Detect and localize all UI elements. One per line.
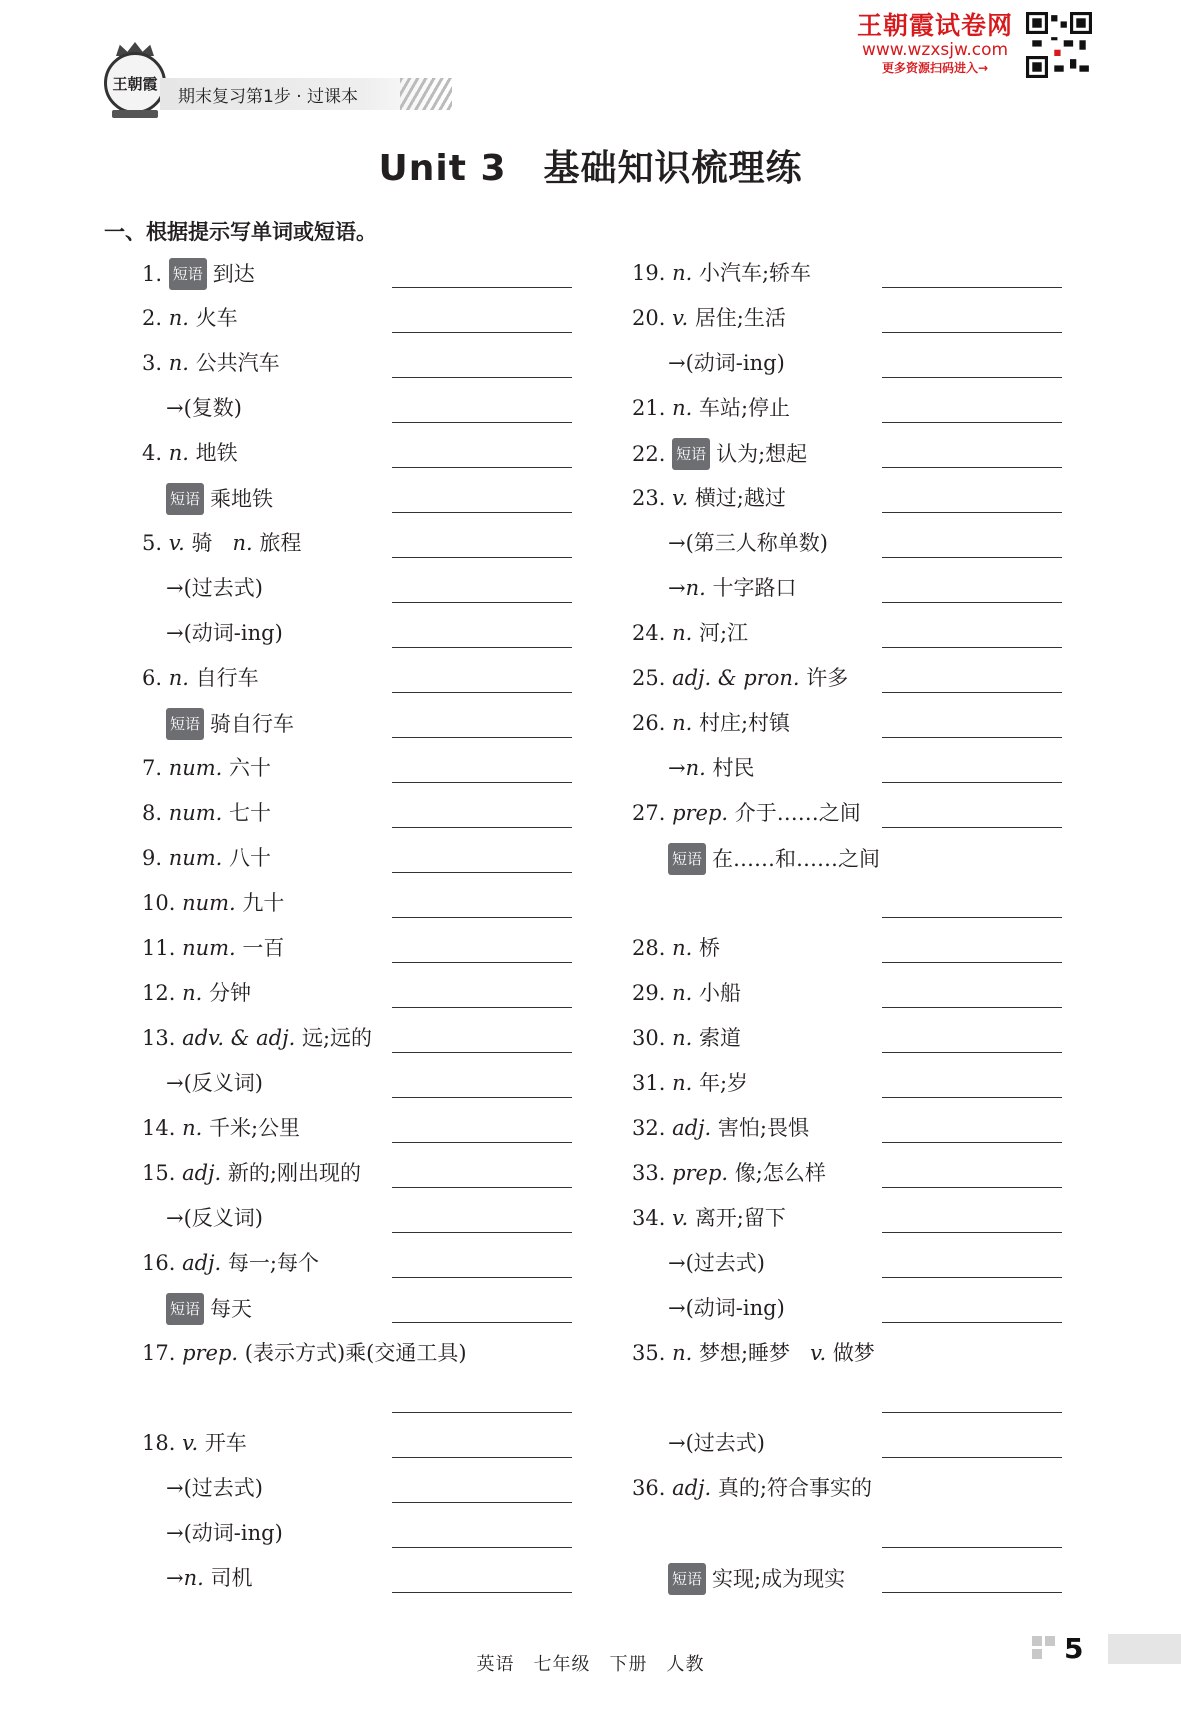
item-text: 村庄;村镇 bbox=[698, 711, 791, 735]
item-text: 乘地铁 bbox=[210, 487, 274, 511]
item-number: 7. bbox=[142, 756, 169, 780]
item-number: 24. bbox=[632, 621, 673, 645]
item-number: 8. bbox=[142, 801, 169, 825]
item-number: 6. bbox=[142, 666, 169, 690]
part-of-speech: n. bbox=[685, 756, 713, 780]
answer-blank[interactable] bbox=[392, 647, 572, 648]
item-text: 九十 bbox=[242, 891, 285, 915]
answer-blank[interactable] bbox=[392, 962, 572, 963]
page-header bbox=[0, 0, 1181, 130]
answer-blank[interactable] bbox=[392, 467, 572, 468]
answer-blank[interactable] bbox=[882, 422, 1062, 423]
part-of-speech: adj. bbox=[182, 1161, 228, 1185]
item-text: →(动词-ing) bbox=[668, 1296, 785, 1320]
item-number: 14. bbox=[142, 1116, 183, 1140]
item-text: 地铁 bbox=[195, 441, 238, 465]
part-of-speech: num. bbox=[168, 801, 230, 825]
item-text: 到达 bbox=[212, 262, 255, 286]
list-item bbox=[166, 1563, 253, 1593]
item-text: →(反义词) bbox=[166, 1071, 263, 1095]
list-item bbox=[142, 1338, 467, 1368]
list-item bbox=[632, 303, 786, 333]
part-of-speech: n. bbox=[168, 351, 196, 375]
item-text: 火车 bbox=[195, 306, 238, 330]
part-of-speech: v. bbox=[168, 531, 192, 555]
list-item bbox=[632, 1338, 875, 1368]
item-text: 旅程 bbox=[259, 531, 302, 555]
part-of-speech: n. bbox=[672, 1026, 699, 1050]
item-number: 35. bbox=[632, 1341, 673, 1365]
part-of-speech: n. bbox=[672, 261, 699, 285]
part-of-speech: num. bbox=[182, 936, 243, 960]
answer-blank[interactable] bbox=[392, 737, 572, 738]
answer-blank[interactable] bbox=[392, 1277, 572, 1278]
list-item bbox=[668, 573, 797, 603]
item-text: 河;江 bbox=[698, 621, 749, 645]
item-number: 12. bbox=[142, 981, 183, 1005]
item-text: 每一;每个 bbox=[227, 1251, 319, 1275]
list-item bbox=[668, 348, 785, 378]
part-of-speech: n. bbox=[685, 576, 713, 600]
answer-blank[interactable] bbox=[392, 872, 572, 873]
answer-blank[interactable] bbox=[882, 737, 1062, 738]
item-text: 村民 bbox=[712, 756, 755, 780]
answer-blank[interactable] bbox=[882, 512, 1062, 513]
list-item bbox=[142, 798, 271, 828]
list-item bbox=[142, 753, 271, 783]
answer-blank[interactable] bbox=[392, 1412, 572, 1413]
phrase-tag: 短语 bbox=[169, 258, 207, 290]
item-text: 离开;留下 bbox=[694, 1206, 786, 1230]
item-number: 36. bbox=[632, 1476, 673, 1500]
answer-blank[interactable] bbox=[882, 1547, 1062, 1548]
item-number: 26. bbox=[632, 711, 673, 735]
part-of-speech: adj. & pron. bbox=[672, 666, 807, 690]
item-number: 17. bbox=[142, 1341, 183, 1365]
item-text: 一百 bbox=[242, 936, 285, 960]
brand-url[interactable]: www.wzxsjw.com bbox=[861, 40, 1009, 60]
list-item bbox=[668, 1293, 785, 1323]
answer-blank[interactable] bbox=[882, 1052, 1062, 1053]
item-number: 11. bbox=[142, 936, 183, 960]
answer-blank[interactable] bbox=[882, 1277, 1062, 1278]
item-text: (表示方式)乘(交通工具) bbox=[244, 1341, 467, 1365]
answer-blank[interactable] bbox=[882, 332, 1062, 333]
brand-block bbox=[846, 12, 1024, 76]
page-number: 5 bbox=[1064, 1632, 1084, 1665]
part-of-speech: n. bbox=[232, 531, 260, 555]
item-text: 新的;刚出现的 bbox=[227, 1161, 361, 1185]
item-text: 骑自行车 bbox=[210, 712, 295, 736]
item-text: 开车 bbox=[204, 1431, 247, 1455]
item-number: 15. bbox=[142, 1161, 183, 1185]
item-text: 索道 bbox=[698, 1026, 741, 1050]
item-text: 横过;越过 bbox=[694, 486, 786, 510]
list-item bbox=[632, 483, 786, 513]
list-item bbox=[142, 1248, 319, 1278]
list-item bbox=[142, 978, 251, 1008]
list-item bbox=[142, 438, 238, 468]
phrase-tag: 短语 bbox=[668, 843, 706, 875]
list-item bbox=[668, 753, 755, 783]
item-text: 每天 bbox=[210, 1297, 253, 1321]
part-of-speech: n. bbox=[672, 711, 699, 735]
list-item bbox=[166, 393, 242, 423]
answer-blank[interactable] bbox=[392, 512, 572, 513]
item-number: 20. bbox=[632, 306, 673, 330]
answer-blank[interactable] bbox=[882, 917, 1062, 918]
list-item bbox=[668, 1563, 845, 1595]
list-item bbox=[142, 888, 284, 918]
part-of-speech: v. bbox=[810, 1341, 833, 1365]
qr-code-icon[interactable] bbox=[1026, 12, 1092, 78]
answer-blank[interactable] bbox=[392, 377, 572, 378]
item-number: 13. bbox=[142, 1026, 183, 1050]
part-of-speech: n. bbox=[672, 621, 699, 645]
phrase-tag: 短语 bbox=[166, 1293, 204, 1325]
answer-blank[interactable] bbox=[392, 422, 572, 423]
list-item bbox=[632, 393, 790, 423]
item-text: 骑 bbox=[191, 531, 213, 555]
brand-logo: 王朝霞 bbox=[104, 52, 166, 114]
answer-blank[interactable] bbox=[882, 1412, 1062, 1413]
item-text: 在……和……之间 bbox=[712, 847, 881, 871]
item-text: 许多 bbox=[806, 666, 849, 690]
item-text: 公共汽车 bbox=[195, 351, 280, 375]
item-number: 5. bbox=[142, 531, 169, 555]
list-item bbox=[166, 1518, 283, 1548]
item-text: → bbox=[668, 756, 686, 780]
part-of-speech: n. bbox=[168, 306, 196, 330]
answer-blank[interactable] bbox=[882, 1232, 1062, 1233]
answer-blank[interactable] bbox=[392, 1187, 572, 1188]
brand-name: 王朝霞试卷网 bbox=[856, 11, 1013, 40]
item-number: 25. bbox=[632, 666, 673, 690]
item-text: →(过去式) bbox=[668, 1251, 765, 1275]
item-number: 34. bbox=[632, 1206, 673, 1230]
answer-blank[interactable] bbox=[392, 1502, 572, 1503]
item-number: 27. bbox=[632, 801, 673, 825]
list-item bbox=[166, 483, 273, 515]
brand-tagline: 更多资源扫码进入→ bbox=[881, 61, 989, 75]
list-item bbox=[668, 843, 880, 875]
part-of-speech: n. bbox=[182, 1116, 209, 1140]
answer-blank[interactable] bbox=[882, 647, 1062, 648]
page-strip bbox=[1108, 1634, 1181, 1664]
answer-blank[interactable] bbox=[882, 1142, 1062, 1143]
answer-blank[interactable] bbox=[882, 692, 1062, 693]
item-number: 21. bbox=[632, 396, 673, 420]
part-of-speech: adv. & adj. bbox=[182, 1026, 302, 1050]
answer-blank[interactable] bbox=[882, 467, 1062, 468]
answer-blank[interactable] bbox=[882, 1007, 1062, 1008]
item-text: →(过去式) bbox=[668, 1431, 765, 1455]
answer-blank[interactable] bbox=[392, 332, 572, 333]
list-item bbox=[668, 528, 828, 558]
item-number: 16. bbox=[142, 1251, 183, 1275]
item-text: →(过去式) bbox=[166, 1476, 263, 1500]
item-text: 居住;生活 bbox=[694, 306, 786, 330]
list-item bbox=[632, 1068, 748, 1098]
answer-blank[interactable] bbox=[882, 962, 1062, 963]
list-item bbox=[632, 1203, 786, 1233]
answer-blank[interactable] bbox=[882, 557, 1062, 558]
item-text: 七十 bbox=[229, 801, 272, 825]
list-item bbox=[632, 438, 807, 470]
part-of-speech: n. bbox=[672, 936, 699, 960]
answer-blank[interactable] bbox=[882, 782, 1062, 783]
item-text: → bbox=[166, 1566, 184, 1590]
item-text: 梦想;睡梦 bbox=[698, 1341, 791, 1365]
answer-blank[interactable] bbox=[392, 1547, 572, 1548]
answer-blank[interactable] bbox=[882, 287, 1062, 288]
item-number: 29. bbox=[632, 981, 673, 1005]
item-text: 小船 bbox=[698, 981, 741, 1005]
part-of-speech: v. bbox=[182, 1431, 205, 1455]
page-corner-icon bbox=[1032, 1636, 1058, 1662]
item-number: 2. bbox=[142, 306, 169, 330]
page-footer: 英语 七年级 下册 人教 bbox=[476, 1654, 705, 1675]
item-number: 30. bbox=[632, 1026, 673, 1050]
item-text: →(过去式) bbox=[166, 576, 263, 600]
list-item bbox=[166, 1293, 252, 1325]
part-of-speech: n. bbox=[168, 441, 196, 465]
list-item bbox=[142, 258, 255, 290]
item-number: 1. bbox=[142, 262, 169, 286]
item-text: 年;岁 bbox=[698, 1071, 749, 1095]
item-number: 3. bbox=[142, 351, 169, 375]
list-item bbox=[142, 1158, 361, 1188]
list-item bbox=[668, 1428, 765, 1458]
list-item bbox=[142, 933, 284, 963]
answer-blank[interactable] bbox=[392, 557, 572, 558]
item-text: 认为;想起 bbox=[716, 442, 808, 466]
answer-blank[interactable] bbox=[392, 782, 572, 783]
part-of-speech: num. bbox=[182, 891, 243, 915]
part-of-speech: v. bbox=[672, 306, 695, 330]
item-text: → bbox=[668, 576, 686, 600]
step-label: 期末复习第1步 · 过课本 bbox=[160, 78, 450, 110]
list-item bbox=[632, 978, 741, 1008]
page-title: Unit 3 基础知识梳理练 bbox=[378, 148, 803, 189]
item-number: 32. bbox=[632, 1116, 673, 1140]
item-text: 八十 bbox=[229, 846, 272, 870]
section-heading: 一、根据提示写单词或短语。 bbox=[104, 220, 377, 244]
list-item bbox=[166, 708, 294, 740]
list-item bbox=[142, 1113, 300, 1143]
answer-blank[interactable] bbox=[882, 1322, 1062, 1323]
part-of-speech: n. bbox=[168, 666, 196, 690]
item-text: →(复数) bbox=[166, 396, 242, 420]
phrase-tag: 短语 bbox=[166, 483, 204, 515]
phrase-tag: 短语 bbox=[166, 708, 204, 740]
phrase-tag: 短语 bbox=[672, 438, 710, 470]
item-number: 23. bbox=[632, 486, 673, 510]
logo-ribbon-icon bbox=[112, 110, 158, 118]
item-text: →(反义词) bbox=[166, 1206, 263, 1230]
list-item bbox=[632, 663, 848, 693]
item-number: 10. bbox=[142, 891, 183, 915]
part-of-speech: prep. bbox=[672, 801, 735, 825]
part-of-speech: prep. bbox=[182, 1341, 245, 1365]
item-text: 十字路口 bbox=[712, 576, 797, 600]
list-item bbox=[632, 258, 811, 288]
answer-blank[interactable] bbox=[882, 827, 1062, 828]
item-number: 28. bbox=[632, 936, 673, 960]
answer-blank[interactable] bbox=[392, 1142, 572, 1143]
list-item bbox=[632, 1158, 826, 1188]
list-item bbox=[668, 1248, 765, 1278]
list-item bbox=[166, 1473, 263, 1503]
list-item bbox=[142, 348, 280, 378]
item-text: 车站;停止 bbox=[698, 396, 791, 420]
item-text: 小汽车;轿车 bbox=[698, 261, 812, 285]
part-of-speech: n. bbox=[182, 981, 209, 1005]
list-item bbox=[166, 1203, 263, 1233]
list-item bbox=[142, 1428, 247, 1458]
list-item bbox=[632, 933, 720, 963]
item-text: 害怕;畏惧 bbox=[717, 1116, 809, 1140]
part-of-speech: num. bbox=[168, 846, 230, 870]
answer-blank[interactable] bbox=[392, 1457, 572, 1458]
answer-blank[interactable] bbox=[882, 1592, 1062, 1593]
item-number: 31. bbox=[632, 1071, 673, 1095]
item-number: 33. bbox=[632, 1161, 673, 1185]
decorative-stripes bbox=[400, 78, 452, 110]
item-text: →(动词-ing) bbox=[668, 351, 785, 375]
item-text: 真的;符合事实的 bbox=[717, 1476, 872, 1500]
part-of-speech: v. bbox=[672, 1206, 695, 1230]
item-text: 千米;公里 bbox=[208, 1116, 301, 1140]
list-item bbox=[142, 303, 238, 333]
item-text: 像;怎么样 bbox=[734, 1161, 826, 1185]
item-number: 18. bbox=[142, 1431, 183, 1455]
item-number: 22. bbox=[632, 442, 673, 466]
list-item bbox=[632, 798, 861, 828]
list-item bbox=[632, 618, 748, 648]
part-of-speech: v. bbox=[672, 486, 695, 510]
part-of-speech: n. bbox=[183, 1566, 211, 1590]
list-item bbox=[166, 573, 263, 603]
list-item bbox=[166, 1068, 263, 1098]
item-number: 4. bbox=[142, 441, 169, 465]
answer-blank[interactable] bbox=[392, 692, 572, 693]
phrase-tag: 短语 bbox=[668, 1563, 706, 1595]
item-text: →(动词-ing) bbox=[166, 1521, 283, 1545]
list-item bbox=[632, 1473, 872, 1503]
answer-blank[interactable] bbox=[392, 287, 572, 288]
list-item bbox=[632, 1113, 809, 1143]
part-of-speech: num. bbox=[168, 756, 230, 780]
part-of-speech: adj. bbox=[672, 1116, 718, 1140]
list-item bbox=[166, 618, 283, 648]
list-item bbox=[142, 1023, 372, 1053]
list-item bbox=[632, 708, 790, 738]
item-number: 9. bbox=[142, 846, 169, 870]
part-of-speech: n. bbox=[672, 1341, 699, 1365]
item-text: 远;远的 bbox=[301, 1026, 373, 1050]
list-item bbox=[142, 528, 301, 558]
answer-blank[interactable] bbox=[392, 1322, 572, 1323]
answer-blank[interactable] bbox=[392, 1007, 572, 1008]
list-item bbox=[632, 1023, 741, 1053]
part-of-speech: n. bbox=[672, 1071, 699, 1095]
answer-blank[interactable] bbox=[882, 1457, 1062, 1458]
part-of-speech: n. bbox=[672, 981, 699, 1005]
item-number: 19. bbox=[632, 261, 673, 285]
answer-blank[interactable] bbox=[392, 1052, 572, 1053]
answer-blank[interactable] bbox=[392, 827, 572, 828]
answer-blank[interactable] bbox=[882, 1097, 1062, 1098]
item-text: 自行车 bbox=[195, 666, 259, 690]
item-text: →(动词-ing) bbox=[166, 621, 283, 645]
item-text: 桥 bbox=[698, 936, 720, 960]
answer-blank[interactable] bbox=[882, 377, 1062, 378]
answer-blank[interactable] bbox=[392, 1097, 572, 1098]
part-of-speech: adj. bbox=[672, 1476, 718, 1500]
item-text: 六十 bbox=[229, 756, 272, 780]
item-text: 实现;成为现实 bbox=[712, 1567, 846, 1591]
item-text: 介于……之间 bbox=[734, 801, 861, 825]
part-of-speech: prep. bbox=[672, 1161, 735, 1185]
answer-blank[interactable] bbox=[882, 1187, 1062, 1188]
answer-blank[interactable] bbox=[882, 602, 1062, 603]
list-item bbox=[142, 663, 259, 693]
answer-blank[interactable] bbox=[392, 1232, 572, 1233]
answer-blank[interactable] bbox=[392, 602, 572, 603]
answer-blank[interactable] bbox=[392, 1592, 572, 1593]
item-text: 分钟 bbox=[208, 981, 251, 1005]
part-of-speech: adj. bbox=[182, 1251, 228, 1275]
item-text: 做梦 bbox=[832, 1341, 875, 1365]
answer-blank[interactable] bbox=[392, 917, 572, 918]
part-of-speech: n. bbox=[672, 396, 699, 420]
item-text: 司机 bbox=[210, 1566, 253, 1590]
item-text: →(第三人称单数) bbox=[668, 531, 828, 555]
list-item bbox=[142, 843, 271, 873]
